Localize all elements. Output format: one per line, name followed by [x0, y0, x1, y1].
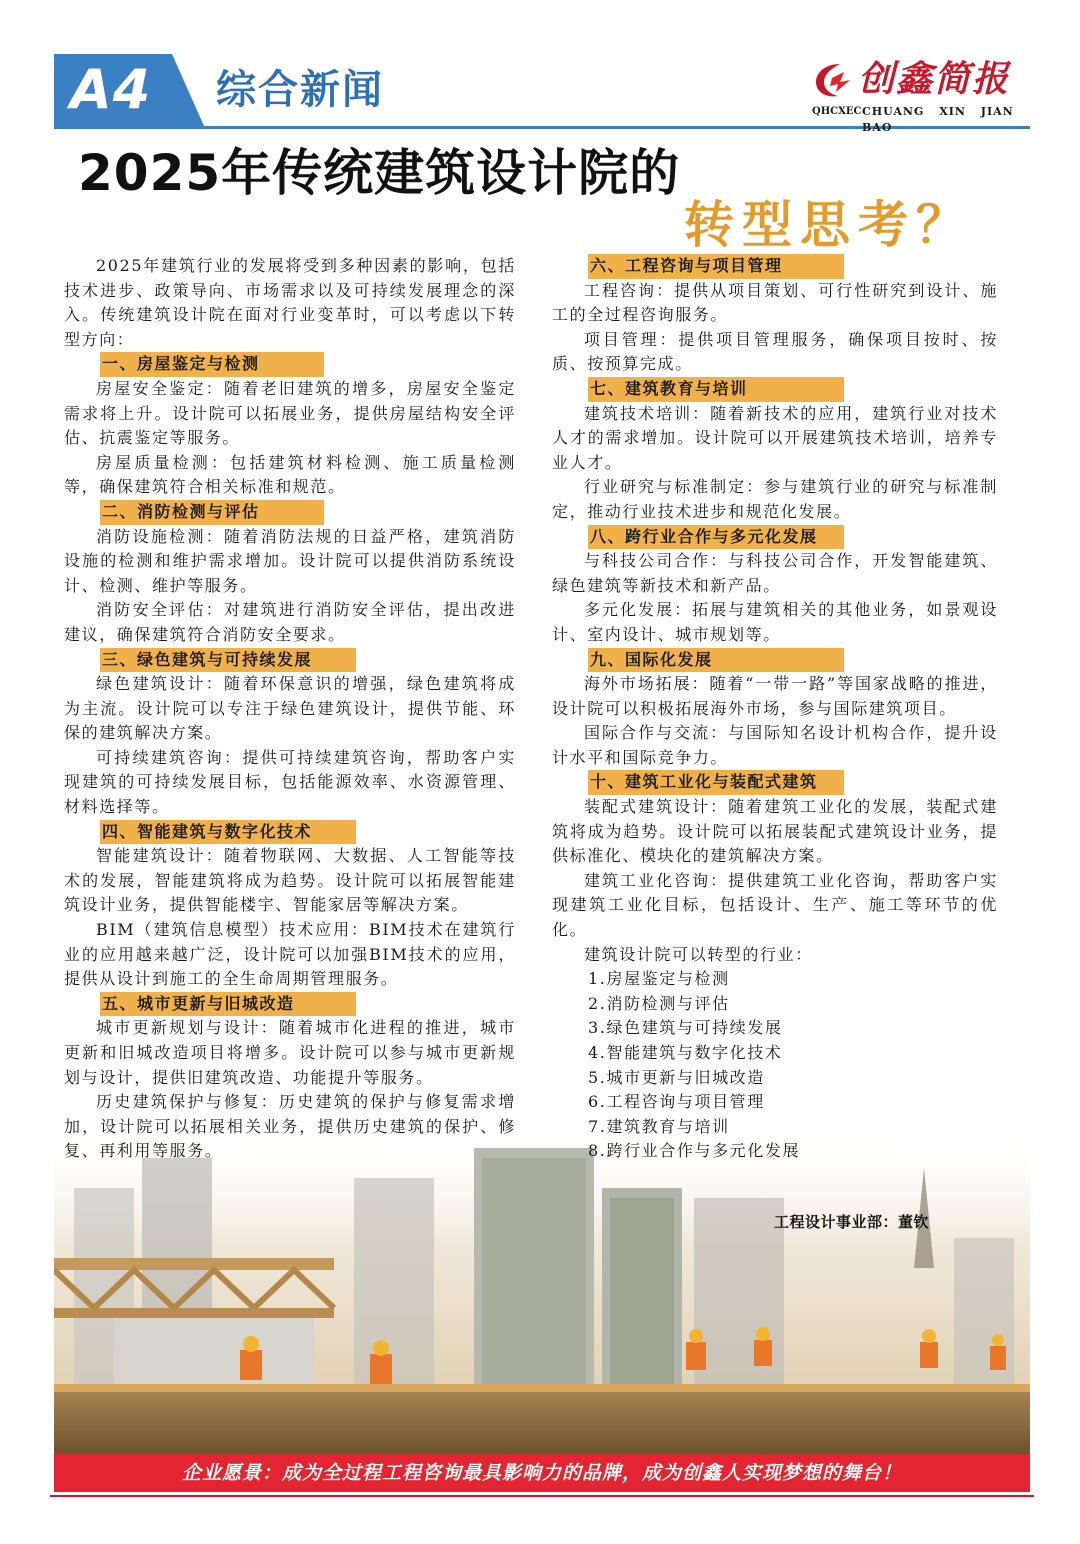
section-heading-3: 三、绿色建筑与可持续发展 [100, 648, 356, 673]
paragraph: 可持续建筑咨询：提供可持续建筑咨询，帮助客户实现建筑的可持续发展目标，包括能源效率、水资源管理、材料选择等。 [64, 747, 516, 817]
section-heading-9: 九、国际化发展 [588, 648, 844, 673]
section-heading-5: 五、城市更新与旧城改造 [100, 992, 356, 1017]
paragraph: 海外市场拓展：随着“一带一路”等国家战略的推进，设计院可以积极拓展海外市场，参与国际建筑项目。 [552, 674, 998, 718]
list-intro: 建筑设计院可以转型的行业： [584, 944, 813, 964]
logo-name: 创鑫简报 [858, 58, 1011, 100]
subheadline: 转型思考？ [684, 196, 974, 254]
section-heading-4: 四、智能建筑与数字化技术 [100, 820, 356, 845]
author-byline: 工程设计事业部：董钦 [774, 1213, 930, 1231]
paragraph: BIM（建筑信息模型）技术应用：BIM技术在建筑行业的应用越来越广泛，设计院可以加强BIM技术的应用，提供从设计到施工的全生命周期管理服务。 [64, 920, 516, 989]
paragraph: 项目管理：提供项目管理服务，确保项目按时、按质、按预算完成。 [552, 329, 998, 374]
list-item: 7.建筑教育与培训 [588, 1116, 730, 1136]
logo-emblem-icon [810, 58, 854, 102]
masthead [54, 54, 1030, 134]
paragraph: 建筑技术培训：随着新技术的应用，建筑行业对技术人才的需求增加。设计院可以开展建筑技术培训，培养专业人才。 [552, 403, 998, 472]
article-left-column [64, 254, 516, 1164]
paragraph: 消防设施检测：随着消防法规的日益严格，建筑消防设施的检测和维护需求增加。设计院可以提供消防系统设计、检测、维护等服务。 [64, 526, 516, 595]
list-item: 1.房屋鉴定与检测 [588, 969, 730, 989]
construction-illustration [54, 1128, 1030, 1454]
city-construction-image [54, 1128, 1030, 1454]
paragraph: 多元化发展：拓展与建筑相关的其他业务，如景观设计、室内设计、城市规划等。 [552, 600, 998, 644]
paragraph: 工程咨询：提供从项目策划、可行性研究到设计、施工的全过程咨询服务。 [552, 280, 998, 325]
paragraph: 行业研究与标准制定：参与建筑行业的研究与标准制定，推动行业技术进步和规范化发展。 [552, 477, 998, 521]
intro-paragraph: 2025年建筑行业的发展将受到多种因素的影响，包括技术进步、政策导向、市场需求以及可持续发展理念的深入。传统建筑设计院在面对行业变革时，可以考虑以下转型方向： [64, 256, 516, 349]
paragraph: 历史建筑保护与修复：历史建筑的保护与修复需求增加，设计院可以拓展相关业务，提供历史建筑的保护、修复、再利用等服务。 [64, 1092, 516, 1161]
paragraph: 消防安全评估：对建筑进行消防安全评估，提出改进建议，确保建筑符合消防安全要求。 [64, 600, 516, 644]
headline: 2025年传统建筑设计院的 [78, 144, 681, 202]
paragraph: 房屋质量检测：包括建筑材料检测、施工质量检测等，确保建筑符合相关标准和规范。 [64, 452, 516, 497]
paragraph: 智能建筑设计：随着物联网、大数据、人工智能等技术的发展，智能建筑将成为趋势。设计院可以拓展智能建筑设计业务，提供智能楼宇、智能家居等解决方案。 [64, 846, 516, 915]
list-item: 8.跨行业合作与多元化发展 [588, 1141, 801, 1161]
vision-banner-text: 企业愿景：成为全过程工程咨询最具影响力的品牌，成为创鑫人实现梦想的舞台！ [181, 1462, 902, 1484]
bottom-divider [50, 1495, 1034, 1497]
page-number: A4 [70, 58, 152, 121]
vision-banner [54, 1454, 1030, 1492]
paragraph: 绿色建筑设计：随着环保意识的增强，绿色建筑将成为主流。设计院可以专注于绿色建筑设计，提供节能、环保的建筑解决方案。 [64, 674, 516, 743]
list-item: 3.绿色建筑与可持续发展 [588, 1018, 783, 1038]
section-title: 综合新闻 [216, 67, 384, 113]
section-heading-8: 八、跨行业合作与多元化发展 [588, 525, 844, 550]
paragraph: 国际合作与交流：与国际知名设计机构合作，提升设计水平和国际竞争力。 [552, 723, 998, 767]
list-item: 6.工程咨询与项目管理 [588, 1092, 765, 1112]
paragraph: 建筑工业化咨询：提供建筑工业化咨询，帮助客户实现建筑工业化目标，包括设计、生产、施工等环节的优化。 [552, 870, 998, 940]
section-heading-7: 七、建筑教育与培训 [588, 377, 844, 402]
logo-subtitle [810, 104, 1030, 134]
list-item: 5.城市更新与旧城改造 [588, 1067, 765, 1087]
paragraph: 房屋安全鉴定：随着老旧建筑的增多，房屋安全鉴定需求将上升。设计院可以拓展业务，提供房屋结构安全评估、抗震鉴定等服务。 [64, 378, 516, 448]
newspaper-logo [810, 54, 1030, 134]
list-item: 2.消防检测与评估 [588, 993, 730, 1013]
paragraph: 装配式建筑设计：随着建筑工业化的发展，装配式建筑将成为趋势。设计院可以拓展装配式建筑设计业务，提供标准化、模块化的建筑解决方案。 [552, 797, 998, 866]
paragraph: 城市更新规划与设计：随着城市化进程的推进，城市更新和旧城改造项目将增多。设计院可以参与城市更新规划与设计，提供旧建筑改造、功能提升等服务。 [64, 1018, 516, 1087]
section-heading-6: 六、工程咨询与项目管理 [588, 254, 844, 279]
logo-code: QHCXEC [812, 106, 862, 117]
logo-pinyin: CHUANG XIN JIAN BAO [862, 105, 1014, 134]
section-heading-1: 一、房屋鉴定与检测 [100, 352, 324, 377]
article-right-column [552, 254, 998, 1164]
list-item: 4.智能建筑与数字化技术 [588, 1043, 783, 1062]
paragraph: 与科技公司合作：与科技公司合作，开发智能建筑、绿色建筑等新技术和新产品。 [552, 551, 998, 595]
section-heading-10: 十、建筑工业化与装配式建筑 [588, 770, 844, 795]
section-heading-2: 二、消防检测与评估 [100, 500, 324, 525]
